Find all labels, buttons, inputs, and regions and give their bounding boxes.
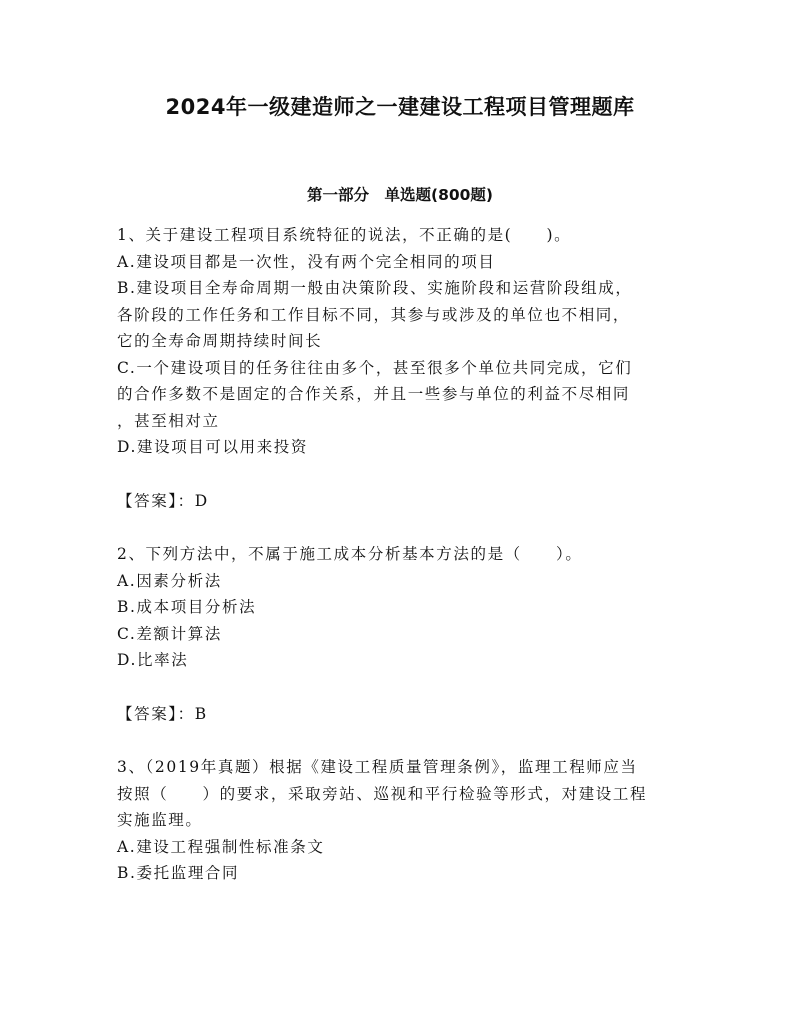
question-stem: 实施监理。 — [117, 811, 203, 829]
question-stem: 按照（ ）的要求，采取旁站、巡视和平行检验等形式，对建设工程 — [117, 784, 648, 803]
question-2 — [117, 541, 692, 727]
option-text: B.建设项目全寿命周期一般由决策阶段、实施阶段和运营阶段组成， — [117, 279, 633, 297]
option-b — [117, 860, 692, 887]
question-3 — [117, 754, 692, 887]
option-text: 各阶段的工作任务和工作目标不同，其参与或涉及的单位也不相同， — [117, 305, 631, 324]
option-text: B.成本项目分析法 — [117, 598, 257, 616]
option-d — [117, 434, 692, 461]
option-b — [117, 594, 692, 621]
option-text: C.差额计算法 — [117, 624, 222, 643]
question-stem: 3、（2019年真题）根据《建设工程质量管理条例》，监理工程师应当 — [117, 758, 638, 776]
option-b — [117, 275, 692, 355]
option-text: ，甚至相对立 — [117, 411, 220, 430]
option-text: A.建设项目都是一次性，没有两个完全相同的项目 — [117, 252, 496, 271]
document-title: 2024年一级建造师之一建建设工程项目管理题库 — [165, 95, 635, 119]
option-text: C.一个建设项目的任务往往由多个，甚至很多个单位共同完成，它们 — [117, 358, 633, 377]
option-text: D.比率法 — [117, 651, 189, 669]
question-1 — [117, 222, 692, 514]
question-stem: 2、下列方法中，不属于施工成本分析基本方法的是（ ）。 — [117, 545, 583, 563]
option-text: 的合作多数不是固定的合作关系，并且一些参与单位的利益不尽相同 — [117, 385, 631, 403]
option-text: B.委托监理合同 — [117, 864, 240, 882]
option-text: D.建设项目可以用来投资 — [117, 438, 309, 456]
option-a — [117, 249, 692, 276]
option-c — [117, 355, 692, 435]
option-d — [117, 647, 692, 674]
option-a — [117, 568, 692, 595]
option-a — [117, 834, 692, 861]
option-text: 它的全寿命周期持续时间长 — [117, 332, 323, 350]
section-title: 第一部分 单选题(800题) — [306, 186, 494, 204]
answer-line: 【答案】：D — [117, 491, 209, 510]
question-stem: 1、关于建设工程项目系统特征的说法，不正确的是( )。 — [117, 226, 572, 244]
option-text: A.因素分析法 — [117, 571, 222, 590]
question-list — [117, 222, 692, 887]
answer-line: 【答案】：B — [117, 704, 208, 723]
option-text: A.建设工程强制性标准条文 — [117, 837, 325, 856]
option-c — [117, 621, 692, 648]
